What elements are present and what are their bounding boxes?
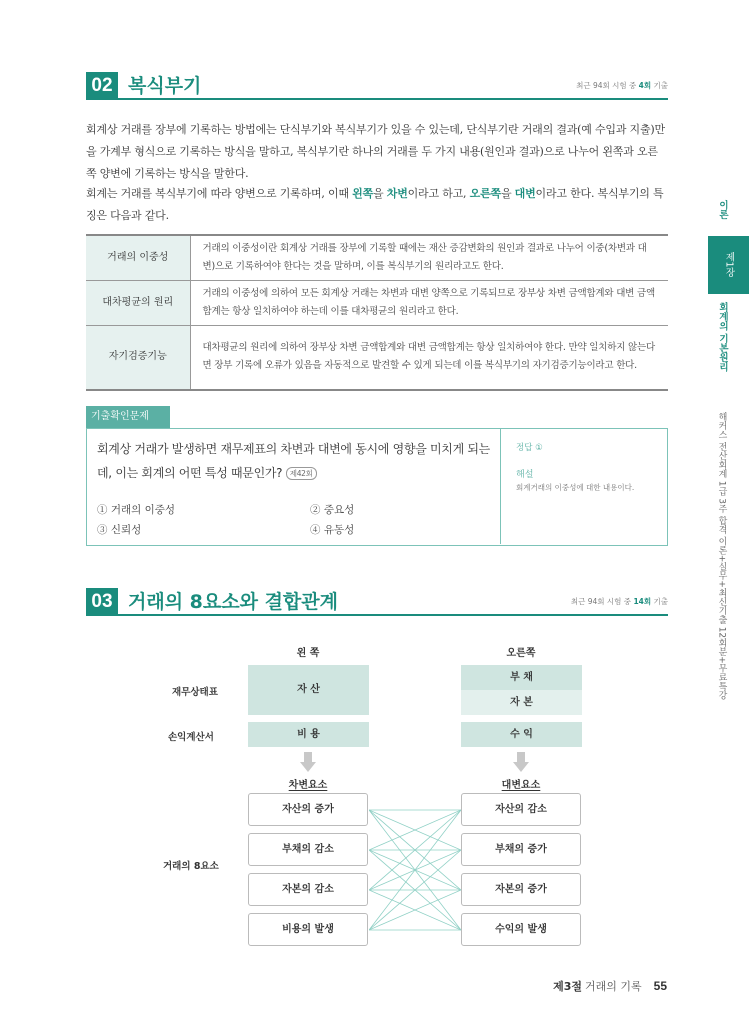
- page-number: 55: [653, 979, 667, 993]
- feature-term: 대차평균의 원리: [86, 281, 190, 326]
- exam-frequency: 최근 94회 시험 중 4회 기출: [576, 81, 668, 90]
- table-row: [86, 326, 668, 390]
- footer-chapter: 제3절: [553, 980, 582, 993]
- debit-credit-paragraph: 회계는 거래를 복식부기에 따라 양변으로 기록하며, 이때 왼쪽을 차변이라고 하고, 오른쪽을 대변이라고 한다. 복식부기의 특징은 다음과 같다.: [86, 187, 664, 222]
- quiz-option: ② 중요성: [310, 504, 355, 516]
- right-side-heading: 오른쪽: [506, 648, 536, 659]
- side-chapter-title: 회계의 기본원리: [717, 302, 728, 372]
- combination-lines: [369, 793, 461, 943]
- debit-element-box: 자본의 감소: [248, 873, 368, 906]
- credit-element-box: 수익의 발생: [461, 913, 581, 946]
- eight-elements-label: 거래의 8요소: [163, 861, 219, 872]
- debit-element-box: 자산의 증가: [248, 793, 368, 826]
- section-number: 03: [86, 588, 118, 616]
- section-title: 복식부기: [128, 75, 202, 97]
- asset-cell: 자 산: [248, 665, 369, 715]
- quiz-option: ④ 유동성: [310, 524, 355, 536]
- quiz-answer-panel: [500, 429, 667, 544]
- footer-title: 거래의 기록: [585, 980, 642, 993]
- credit-elements-title: 대변요소: [501, 780, 541, 791]
- section-03-header: [86, 588, 668, 616]
- feature-desc: 대차평균의 원리에 의하여 장부상 차변 금액합계와 대변 금액합계는 항상 일치하여야 한다. 만약 일치하지 않는다면 장부 기록에 오류가 있음을 자동적으로 발견할 수 있게 되는데 이를 복식부기의 자기검증기능이라고 한다.: [190, 326, 668, 390]
- section-title: 거래의 8요소와 결합관계: [128, 591, 338, 613]
- down-arrow-icon: [300, 752, 316, 772]
- feature-desc: 거래의 이중성에 의하여 모든 회계상 거래는 차변과 대변 양쪽으로 기록되므로 장부상 차변 금액합계와 대변 금액합계는 항상 일치하여야 하는데 이를 대차평균의 원리라고 한다.: [190, 281, 668, 326]
- balance-sheet-label: 재무상태표: [172, 687, 218, 698]
- side-book-title: 해커스 전산회계 1급 3주 합격 이론+실무+최신기출 12회분+무료특강: [716, 412, 727, 700]
- down-arrow-icon: [513, 752, 529, 772]
- credit-element-box: 자산의 감소: [461, 793, 581, 826]
- features-table: [86, 234, 668, 391]
- exam-round-badge: 제42회: [286, 467, 317, 480]
- left-side-heading: 왼 쪽: [296, 648, 320, 659]
- page-footer: [553, 978, 667, 994]
- side-theory-label[interactable]: 이론: [717, 200, 728, 219]
- explanation-text: 회계거래의 이중성에 대한 내용이다.: [516, 483, 635, 492]
- expense-cell: 비 용: [248, 722, 369, 747]
- credit-element-box: 자본의 증가: [461, 873, 581, 906]
- exam-frequency: 최근 94회 시험 중 14회 기출: [570, 597, 668, 606]
- section-02-header: [86, 72, 668, 100]
- feature-term: 자기검증기능: [86, 326, 190, 390]
- table-row: [86, 235, 668, 281]
- quiz-box: [86, 428, 668, 546]
- feature-term: 거래의 이중성: [86, 235, 190, 281]
- quiz-question: 회계상 거래가 발생하면 재무제표의 차변과 대변에 동시에 영향을 미치게 되는데, 이는 회계의 어떤 특성 때문인가? 제42회: [97, 442, 490, 480]
- intro-paragraph: 회계상 거래를 장부에 기록하는 방법에는 단식부기와 복식부기가 있을 수 있는데, 단식부기란 거래의 결과(예 수입과 지출)만을 가계부 형식으로 기록하는 방식을 말하고, 복식부기란 하나의 거래를 두 가지 내용(원인과 결과)으로 나누어 왼쪽과 오른쪽 양변에 기록하는 방식을 말한다.: [86, 123, 665, 180]
- explanation-title: 해설: [516, 470, 534, 480]
- income-statement-label: 손익계산서: [168, 732, 214, 743]
- liability-cell: 부 채: [461, 665, 582, 690]
- debit-element-box: 비용의 발생: [248, 913, 368, 946]
- equity-cell: 자 본: [461, 690, 582, 715]
- section-number: 02: [86, 72, 118, 100]
- quiz-option: ③ 신뢰성: [97, 524, 142, 536]
- quiz-answer: 정답 ①: [516, 443, 543, 453]
- debit-elements-title: 차변요소: [288, 780, 328, 791]
- revenue-cell: 수 익: [461, 722, 582, 747]
- feature-desc: 거래의 이중성이란 회계상 거래를 장부에 기록할 때에는 재산 증감변화의 원인과 결과로 나누어 이중(차변과 대변)으로 기록하여야 한다는 것을 말하며, 이를 복식부기의 원리라고도 한다.: [190, 235, 668, 281]
- side-chapter-tab[interactable]: 제1장: [708, 236, 749, 294]
- credit-element-box: 부채의 증가: [461, 833, 581, 866]
- quiz-option: ① 거래의 이중성: [97, 504, 176, 516]
- quiz-tab: 기출확인문제: [86, 406, 170, 428]
- table-row: [86, 281, 668, 326]
- debit-element-box: 부채의 감소: [248, 833, 368, 866]
